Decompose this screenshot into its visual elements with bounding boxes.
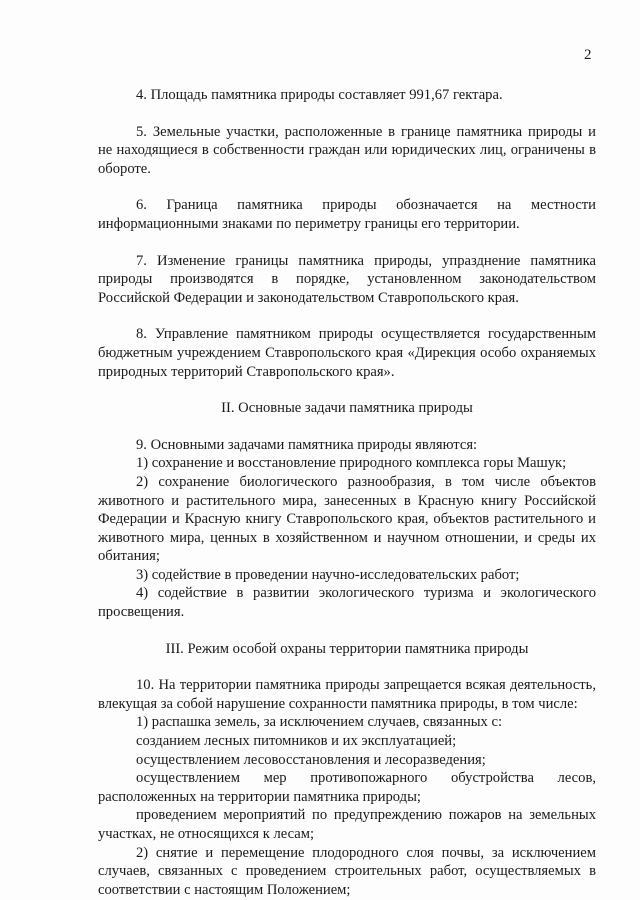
paragraph-7: 7. Изменение границы памятника природы, упразднение памятника природы производятся в порядке, установленном законодательством Российской Федерации и законодательством Ставропольского края. [98,252,596,306]
section-2-line: 9. Основными задачами памятника природы являются: [136,436,478,453]
section-3-line: проведением мероприятий по предупреждению пожаров на земельных участках, не относящихся к лесам; [98,807,596,842]
section-3-line: созданием лесных питомников и их эксплуатацией; [136,733,457,750]
section-3-heading: III. Режим особой охраны территории памятника природы [165,640,529,657]
section-3-line: 2) снятие и перемещение плодородного слоя почвы, за исключением случаев, связанных с проведением строительных работ, осуществляемых в соответствии с настоящим Положением; [98,844,596,898]
page-number: 2 [584,47,592,63]
paragraph-4: 4. Площадь памятника природы составляет 991,67 гектара. [136,87,503,103]
section-3-line: 10. На территории памятника природы запрещается всякая деятельность, влекущая за собой нарушение сохранности памятника природы, в том числе: [98,677,596,712]
paragraph-5: 5. Земельные участки, расположенные в границе памятника природы и не находящиеся в собственности граждан или юридических лиц, ограничены в обороте. [98,123,596,177]
section-2-line: 4) содействие в развитии экологического туризма и экологического просвещения. [98,585,596,621]
section-2-heading: II. Основные задачи памятника природы [221,400,473,417]
paragraph-6: 6. Граница памятника природы обозначается на местности информационными знаками по периметру границы его территории. [98,197,596,232]
section-3-line: осуществлением лесовосстановления и лесоразведения; [136,751,486,768]
section-2-line: 1) сохранение и восстановление природного комплекса горы Машук; [136,455,567,472]
section-2-line: 2) сохранение биологического разнообразия, в том числе объектов животного и растительного мира, занесенных в Красную книгу Российской Федерации и Красную книгу Ставропольского края, объектов растительного и животного мира, ценных в хозяйственном и научном отношении, и среды их обитания; [98,473,596,565]
section-3-line: 1) распашка земель, за исключением случаев, связанных с: [136,714,503,731]
document-body [98,86,596,899]
paragraph-8: 8. Управление памятником природы осуществляется государственным бюджетным учреждением Ставропольского края «Дирекция особо охраняемых природных территорий Ставропольского края». [98,326,596,380]
section-2-line: 3) содействие в проведении научно-исследовательских работ; [136,566,520,583]
section-3-line: осуществлением мер противопожарного обустройства лесов, расположенных на территории памятника природы; [98,770,596,805]
